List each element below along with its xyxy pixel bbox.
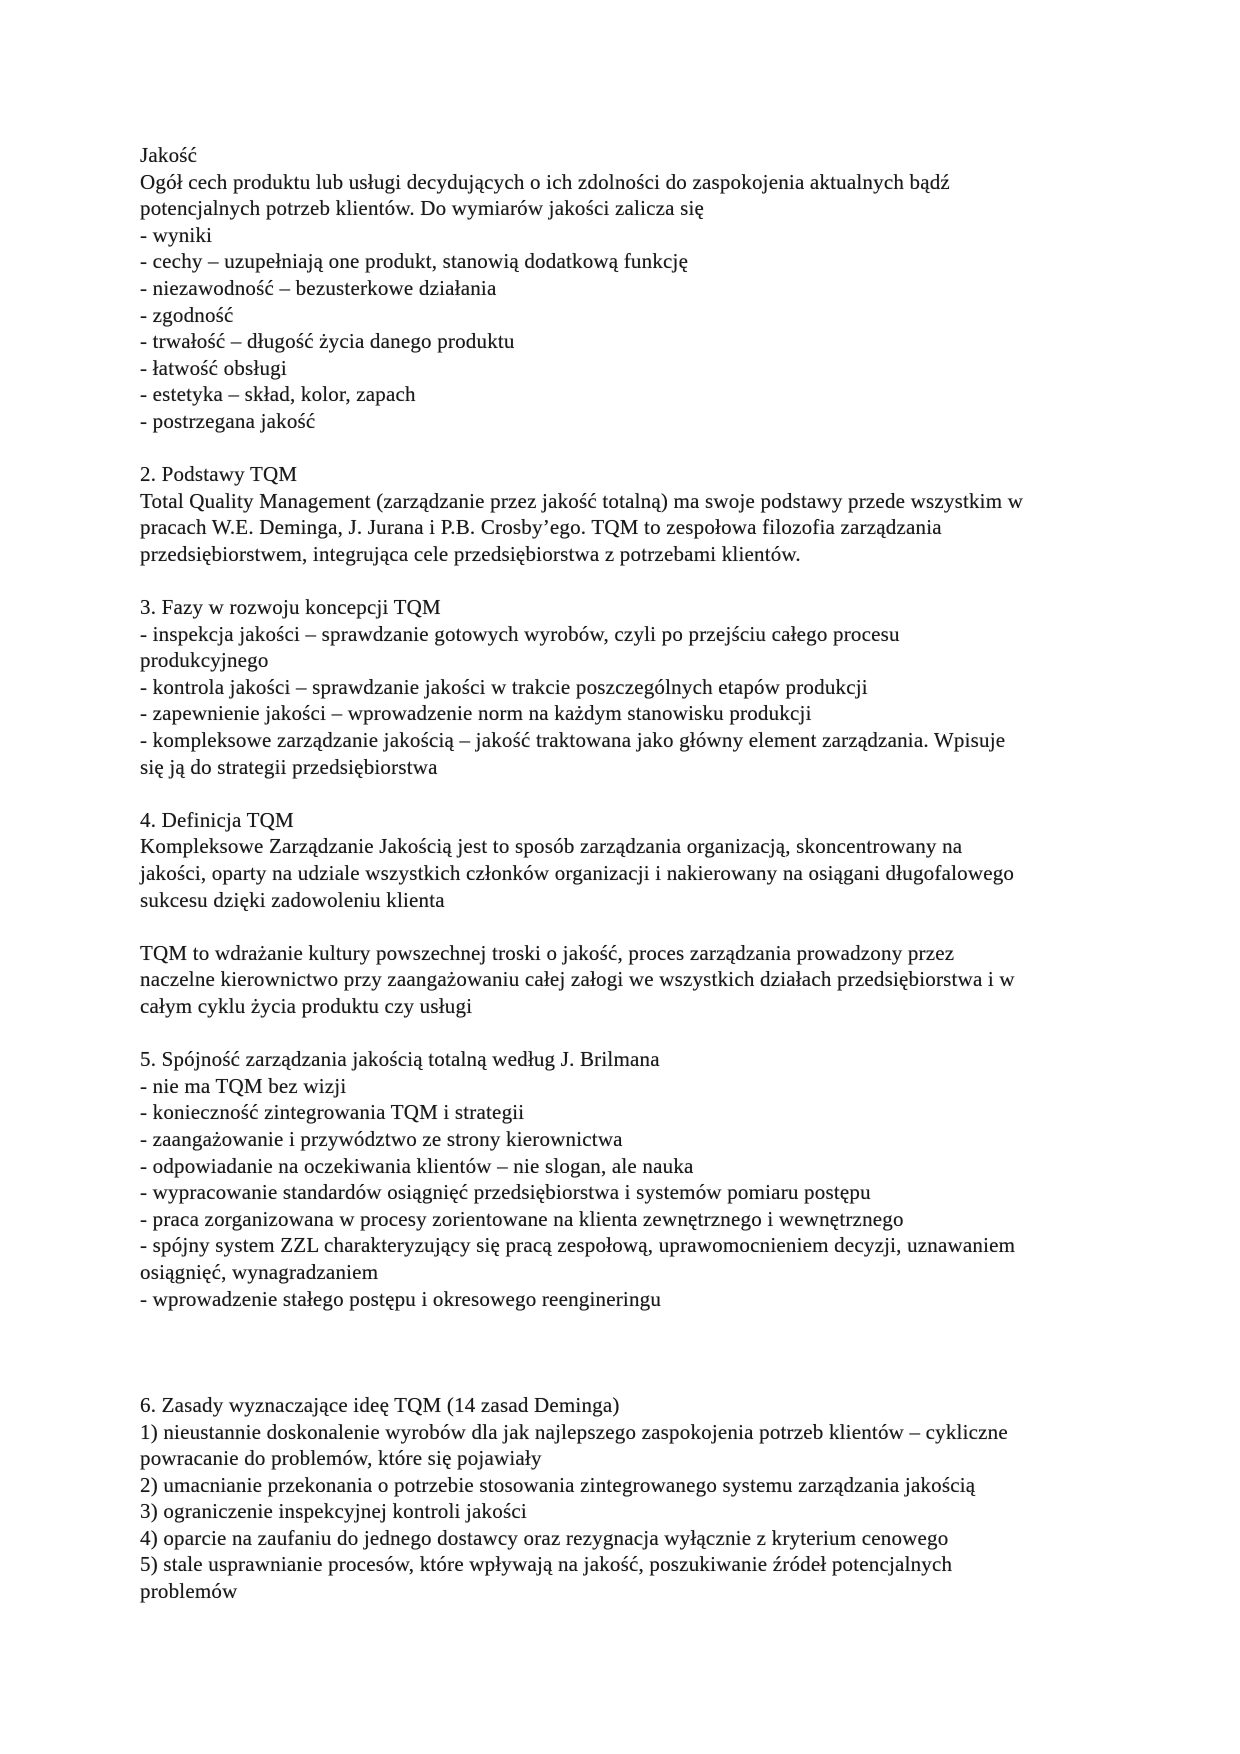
- text-line: powracanie do problemów, które się pojawiały: [140, 1446, 542, 1471]
- text-line: 5. Spójność zarządzania jakością totalną według J. Brilmana: [140, 1047, 660, 1072]
- text-line: - estetyka – skład, kolor, zapach: [140, 382, 416, 407]
- text-line: - nie ma TQM bez wizji: [140, 1073, 347, 1098]
- text-line: [140, 1339, 1152, 1366]
- text-line: całym cyklu życia produktu czy usługi: [140, 994, 473, 1018]
- text-line: sukcesu dzięki zadowoleniu klienta: [140, 887, 445, 912]
- text-line: się ją do strategii przedsiębiorstwa: [140, 754, 438, 779]
- text-line: 3. Fazy w rozwoju koncepcji TQM: [140, 595, 441, 620]
- text-line: - kontrola jakości – sprawdzanie jakości w trakcie poszczególnych etapów produkcji: [140, 674, 868, 699]
- text-line: - wprowadzenie stałego postępu i okresowego reengineringu: [140, 1286, 662, 1311]
- text-line: [140, 1312, 1152, 1339]
- text-line: 2) umacnianie przekonania o potrzebie stosowania zintegrowanego systemu zarządzania jakością: [140, 1472, 976, 1497]
- text-line: TQM to wdrażanie kultury powszechnej troski o jakość, proces zarządzania prowadzony przez: [140, 940, 955, 965]
- text-line: - praca zorganizowana w procesy zorientowane na klienta zewnętrznego i wewnętrznego: [140, 1206, 904, 1231]
- text-line: - trwałość – długość życia danego produktu: [140, 329, 515, 354]
- text-line: - wypracowanie standardów osiągnięć przedsiębiorstwa i systemów pomiaru postępu: [140, 1180, 871, 1205]
- text-line: - łatwość obsługi: [140, 355, 287, 380]
- text-line: [140, 435, 1152, 462]
- text-line: 1) nieustannie doskonalenie wyrobów dla jak najlepszego zaspokojenia potrzeb klientów – cykliczne: [140, 1419, 1008, 1444]
- text-line: jakości, oparty na udziale wszystkich członków organizacji i nakierowany na osiągani długofalowego: [140, 861, 1015, 886]
- text-line: [140, 1020, 1152, 1047]
- text-line: - wyniki: [140, 222, 213, 247]
- text-line: [140, 780, 1152, 807]
- text-line: Ogół cech produktu lub usługi decydujących o ich zdolności do zaspokojenia aktualnych bądź: [140, 169, 950, 194]
- text-line: produkcyjnego: [140, 648, 269, 673]
- text-line: - inspekcja jakości – sprawdzanie gotowych wyrobów, czyli po przejściu całego procesu: [140, 621, 900, 646]
- text-line: Jakość: [140, 143, 198, 167]
- text-line: - kompleksowe zarządzanie jakością – jakość traktowana jako główny element zarządzania. Wpisuje: [140, 728, 1006, 753]
- text-line: 5) stale usprawnianie procesów, które wpływają na jakość, poszukiwanie źródeł potencjalnych: [140, 1552, 953, 1577]
- text-line: osiągnięć, wynagradzaniem: [140, 1259, 379, 1284]
- text-line: naczelne kierownictwo przy zaangażowaniu całej załogi we wszystkich działach przedsiębiorstwa i w: [140, 967, 1015, 992]
- text-line: 3) ograniczenie inspekcyjnej kontroli jakości: [140, 1499, 527, 1524]
- text-line: - zapewnienie jakości – wprowadzenie norm na każdym stanowisku produkcji: [140, 701, 812, 726]
- text-line: potencjalnych potrzeb klientów. Do wymiarów jakości zalicza się: [140, 196, 705, 221]
- text-line: - odpowiadanie na oczekiwania klientów – nie slogan, ale nauka: [140, 1153, 694, 1178]
- text-line: - konieczność zintegrowania TQM i strategii: [140, 1100, 525, 1125]
- text-line: przedsiębiorstwem, integrująca cele przedsiębiorstwa z potrzebami klientów.: [140, 541, 801, 566]
- text-line: Total Quality Management (zarządzanie przez jakość totalną) ma swoje podstawy przede wszystkim w: [140, 488, 1024, 513]
- text-line: - zgodność: [140, 302, 234, 327]
- text-line: - niezawodność – bezusterkowe działania: [140, 275, 497, 300]
- text-line: 4. Definicja TQM: [140, 807, 294, 832]
- document-text: [140, 142, 1152, 1605]
- text-line: [140, 1365, 1152, 1392]
- text-line: 4) oparcie na zaufaniu do jednego dostawcy oraz rezygnacja wyłącznie z kryterium cenowego: [140, 1525, 949, 1550]
- text-line: - spójny system ZZL charakteryzujący się pracą zespołową, uprawomocnieniem decyzji, uznawaniem: [140, 1233, 1016, 1258]
- text-line: 6. Zasady wyznaczające ideę TQM (14 zasad Deminga): [140, 1392, 620, 1417]
- text-line: - cechy – uzupełniają one produkt, stanowią dodatkową funkcję: [140, 249, 689, 274]
- text-line: - zaangażowanie i przywództwo ze strony kierownictwa: [140, 1126, 623, 1151]
- text-line: - postrzegana jakość: [140, 408, 316, 433]
- text-line: Kompleksowe Zarządzanie Jakością jest to sposób zarządzania organizacją, skoncentrowany na: [140, 834, 963, 859]
- text-line: pracach W.E. Deminga, J. Jurana i P.B. Crosby’ego. TQM to zespołowa filozofia zarządzania: [140, 515, 942, 540]
- text-line: problemów: [140, 1579, 238, 1604]
- text-line: [140, 568, 1152, 595]
- text-line: 2. Podstawy TQM: [140, 462, 298, 487]
- text-line: [140, 913, 1152, 940]
